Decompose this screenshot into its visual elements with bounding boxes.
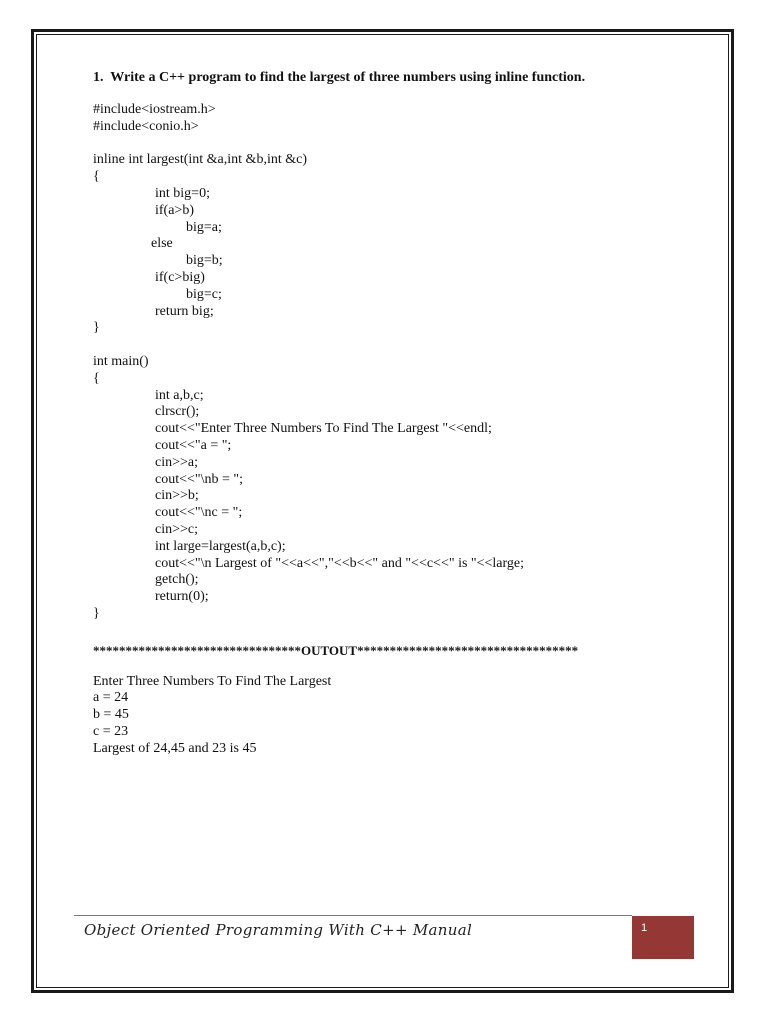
document-content <box>93 67 693 757</box>
footer-divider <box>74 915 632 916</box>
code-line: cout<<"\n Largest of "<<a<<","<<b<<" and "<<c<<" is "<<large; <box>155 555 525 571</box>
code-line: cout<<"a = "; <box>155 437 232 453</box>
code-block <box>93 102 693 623</box>
code-line: #include<iostream.h> <box>93 102 216 117</box>
code-line: big=a; <box>186 219 222 235</box>
code-line: getch(); <box>155 572 199 588</box>
output-line: Largest of 24,45 and 23 is 45 <box>93 740 257 756</box>
code-blank-line <box>93 136 693 153</box>
footer-manual-title: Object Oriented Programming With C++ Manual <box>84 921 473 939</box>
page-number-badge <box>632 916 694 959</box>
code-line: } <box>93 605 100 621</box>
code-line: cin>>b; <box>155 488 199 504</box>
code-line: int large=largest(a,b,c); <box>155 538 286 554</box>
code-line: cout<<"\nc = "; <box>155 505 243 521</box>
output-block <box>93 674 693 758</box>
code-line: else <box>151 236 173 252</box>
output-line: b = 45 <box>93 707 129 723</box>
code-line: clrscr(); <box>155 404 200 420</box>
code-line: return big; <box>155 303 214 319</box>
code-line: { <box>93 370 100 386</box>
code-line: cout<<"\nb = "; <box>155 471 243 487</box>
code-line: big=c; <box>186 286 222 302</box>
output-line: a = 24 <box>93 690 129 706</box>
question-title: 1. Write a C++ program to find the largest of three numbers using inline function. <box>93 70 586 85</box>
code-line: cin>>c; <box>155 521 198 537</box>
code-line: if(a>b) <box>155 202 194 218</box>
code-line: #include<conio.h> <box>93 118 199 134</box>
output-line: c = 23 <box>93 723 129 739</box>
code-blank-line <box>93 337 693 354</box>
code-line: if(c>big) <box>155 269 205 285</box>
code-line: big=b; <box>186 253 223 269</box>
code-line: int big=0; <box>155 185 210 201</box>
code-line: inline int largest(int &a,int &b,int &c) <box>93 152 307 168</box>
code-line: return(0); <box>155 589 209 605</box>
code-line: } <box>93 320 100 336</box>
code-line: int main() <box>93 353 149 369</box>
code-line: { <box>93 169 100 185</box>
output-line: Enter Three Numbers To Find The Largest <box>93 673 332 689</box>
code-line: cin>>a; <box>155 454 198 470</box>
code-line: cout<<"Enter Three Numbers To Find The Largest "<<endl; <box>155 421 492 437</box>
page-number: 1 <box>641 922 648 934</box>
code-line: int a,b,c; <box>155 387 204 403</box>
output-separator: ********************************OUTOUT********************************** <box>93 642 579 658</box>
